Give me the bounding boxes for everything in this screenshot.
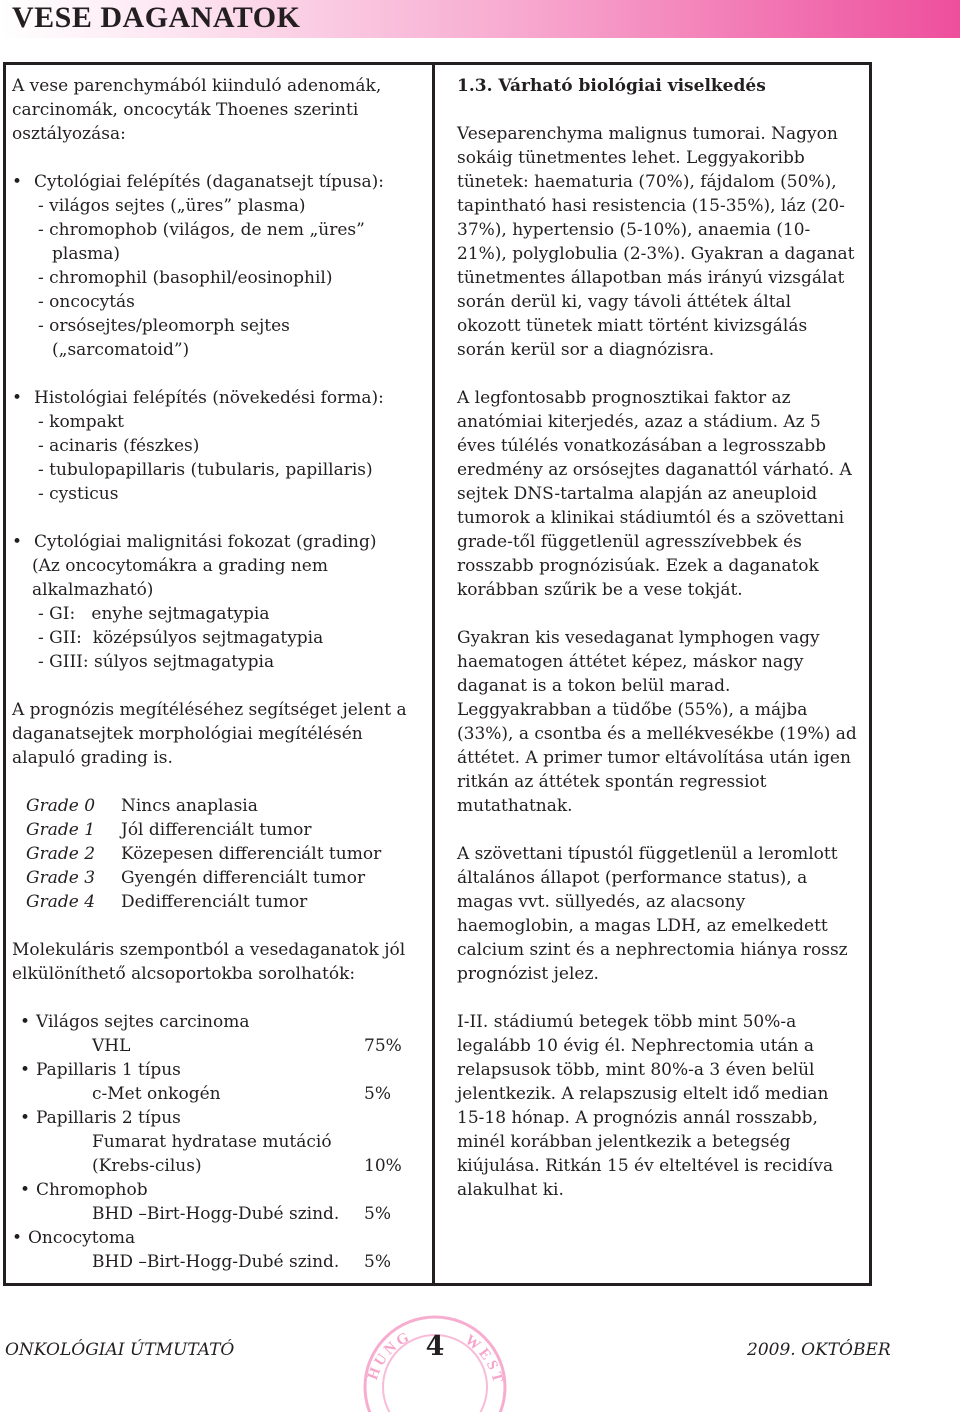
list-item: - chromophob (világos, de nem „üres” (38, 220, 365, 240)
table-row (12, 890, 424, 914)
percent-value: 75% (364, 1036, 402, 1056)
table-row (12, 866, 424, 890)
prognosis-paragraph: A prognózis megítéléséhez segítséget jelent a daganatsejtek morphológiai megítélésén alapuló grading is. (12, 700, 407, 768)
list-item (12, 1058, 424, 1082)
grade-key: Grade 1 (26, 820, 96, 840)
list-item (12, 1106, 424, 1130)
page-number: 4 (425, 1331, 445, 1362)
gene-text: (Krebs-cilus) (92, 1156, 202, 1176)
bullet-icon: • (20, 1012, 31, 1032)
percent-value: 5% (364, 1204, 391, 1224)
gene-text: BHD –Birt-Hogg-Dubé szind. (92, 1252, 340, 1272)
section-title: 1.3. Várható biológiai viselkedés (457, 76, 766, 96)
molecular-name: Világos sejtes carcinoma (36, 1012, 250, 1032)
list-item: - kompakt (38, 412, 124, 432)
table-row (12, 1154, 424, 1178)
paragraph: Gyakran kis vesedaganat lymphogen vagy haematogen áttétet képez, máskor nagy daganat is a tokon belül marad. Leggyakrabban a tüdőbe (55%), a májba (33%), a csontba és a mellékvesékbe (19%) ad áttétet. A primer tumor eltávolítása után igen ritkán az áttétek spontán regressiot mutathatnak. (457, 628, 857, 816)
cytology-block (12, 170, 424, 362)
percent-value: 5% (364, 1084, 391, 1104)
list-item (12, 1178, 424, 1202)
grade-key: Grade 2 (26, 844, 96, 864)
table-row (12, 1082, 424, 1106)
bullet-icon: • (12, 172, 23, 192)
gene-text: c-Met onkogén (92, 1084, 221, 1104)
seal-logo-icon (354, 1292, 514, 1412)
bullet-icon: • (12, 388, 23, 408)
percent-value: 5% (364, 1252, 391, 1272)
list-item: - cysticus (38, 484, 119, 504)
paragraph: I-II. stádiumú betegek több mint 50%-a legalább 10 évig él. Nephrectomia után a relapsusok több, mint 80%-a 3 éven belül jelentkezik. A relapszusig eltelt idő median 15-18 hónap. A prognózis annál rosszabb, minél korábban jelentkezik a betegség kiújulása. Ritkán 15 év elteltével is recidíva alakulhat ki. (457, 1012, 834, 1200)
molecular-name: Papillaris 2 típus (36, 1108, 181, 1128)
right-column (457, 74, 859, 1202)
gene-text: VHL (92, 1036, 131, 1056)
footer-date: 2009. OKTÓBER (747, 1340, 891, 1360)
table-row (12, 842, 424, 866)
percent-value (364, 1130, 424, 1154)
cytology-head-text: Cytológiai felépítés (daganatsejt típusa): (34, 172, 385, 192)
list-item: - orsósejtes/pleomorph sejtes (38, 316, 290, 336)
grade-value: Nincs anaplasia (121, 796, 258, 816)
grade-value: Közepesen differenciált tumor (121, 844, 382, 864)
list-item (12, 1226, 424, 1250)
grade-key: Grade 4 (26, 892, 96, 912)
page-title: VESE DAGANATOK (12, 1, 301, 34)
list-item: („sarcomatoid”) (52, 340, 190, 360)
bullet-icon: • (12, 1228, 23, 1248)
table-row (12, 1202, 424, 1226)
table-row (12, 818, 424, 842)
bullet-icon: • (20, 1180, 31, 1200)
list-item: - acinaris (fészkes) (38, 436, 200, 456)
histology-head-text: Histológiai felépítés (növekedési forma): (34, 388, 384, 408)
grade-key: Grade 0 (26, 796, 96, 816)
seal-text-top: WEST (461, 1332, 507, 1388)
bullet-icon: • (20, 1060, 31, 1080)
bullet-icon: • (20, 1108, 31, 1128)
grading-note: alkalmazható) (32, 580, 154, 600)
grade-table (12, 794, 424, 914)
list-item: - világos sejtes („üres” plasma) (38, 196, 306, 216)
footer-publication: ONKOLÓGIAI ÚTMUTATÓ (5, 1340, 235, 1360)
list-item: - tubulopapillaris (tubularis, papillaris) (38, 460, 373, 480)
grading-block (12, 530, 424, 674)
molecular-name: Oncocytoma (28, 1228, 136, 1248)
table-row (12, 1034, 424, 1058)
grade-value: Jól differenciált tumor (121, 820, 312, 840)
left-column (12, 74, 424, 1274)
column-divider (432, 62, 435, 1286)
seal-text-left: HUNG (365, 1328, 415, 1383)
histology-block (12, 386, 424, 506)
grading-head-text: Cytológiai malignitási fokozat (grading) (34, 532, 377, 552)
intro-paragraph: A vese parenchymából kiinduló adenomák, carcinomák, oncocyták Thoenes szerinti osztályozása: (12, 76, 382, 144)
histology-heading (12, 386, 424, 410)
list-item: - GI: enyhe sejtmagatypia (38, 604, 270, 624)
grading-note: (Az oncocytomákra a grading nem (32, 556, 328, 576)
cytology-heading (12, 170, 424, 194)
list-item: - GIII: súlyos sejtmagatypia (38, 652, 275, 672)
table-row (12, 794, 424, 818)
molecular-list (12, 1010, 424, 1274)
grading-heading (12, 530, 424, 554)
gene-text: BHD –Birt-Hogg-Dubé szind. (92, 1204, 340, 1224)
bullet-icon: • (12, 532, 23, 552)
grade-value: Dedifferenciált tumor (121, 892, 308, 912)
paragraph: A szövettani típustól függetlenül a leromlott általános állapot (performance status), a magas vvt. süllyedés, az alacsony haemoglobin, a magas LDH, az emelkedett calcium szint és a nephrectomia hiánya rossz prognózist jelez. (457, 844, 848, 984)
paragraph: Veseparenchyma malignus tumorai. Nagyon sokáig tünetmentes lehet. Leggyakoribb tünetek: haematuria (70%), fájdalom (50%), tapintható hasi resistencia (15-35%), láz (20-37%), hypertensio (5-10%), anaemia (10-21%), polyglobulia (2-3%). Gyakran a daganat tünetmentes állapotban más irányú vizsgálat során derül ki, vagy távoli áttétek által okozott tünetek miatt történt kivizsgálás során kerül sor a diagnózisra. (457, 124, 855, 360)
molecular-name: Chromophob (36, 1180, 148, 1200)
molecular-name: Papillaris 1 típus (36, 1060, 181, 1080)
grade-key: Grade 3 (26, 868, 96, 888)
list-item: - GII: középsúlyos sejtmagatypia (38, 628, 324, 648)
header-banner (0, 0, 960, 38)
table-row (12, 1250, 424, 1274)
list-item (12, 1010, 424, 1034)
paragraph: A legfontosabb prognosztikai faktor az anatómiai kiterjedés, azaz a stádium. Az 5 éves túlélés vonatkozásában a legrosszabb eredmény az orsósejtes daganattól várható. A sejtek DNS-tartalma alapján az aneuploid tumorok a klinikai stádiumtól és a szövettani grade-től függetlenül agresszívebbek és rosszabb prognózisúak. Ezek a daganatok korábban szűrik be a vese tokját. (457, 388, 852, 600)
list-item: - oncocytás (38, 292, 135, 312)
percent-value: 10% (364, 1156, 402, 1176)
grade-value: Gyengén differenciált tumor (121, 868, 366, 888)
gene-text: Fumarat hydratase mutáció (92, 1132, 332, 1152)
table-row (12, 1130, 424, 1154)
molecular-intro: Molekuláris szempontból a vesedaganatok jól elkülöníthető alcsoportokba sorolhatók: (12, 940, 406, 984)
list-item: - chromophil (basophil/eosinophil) (38, 268, 333, 288)
list-item: plasma) (52, 244, 121, 264)
